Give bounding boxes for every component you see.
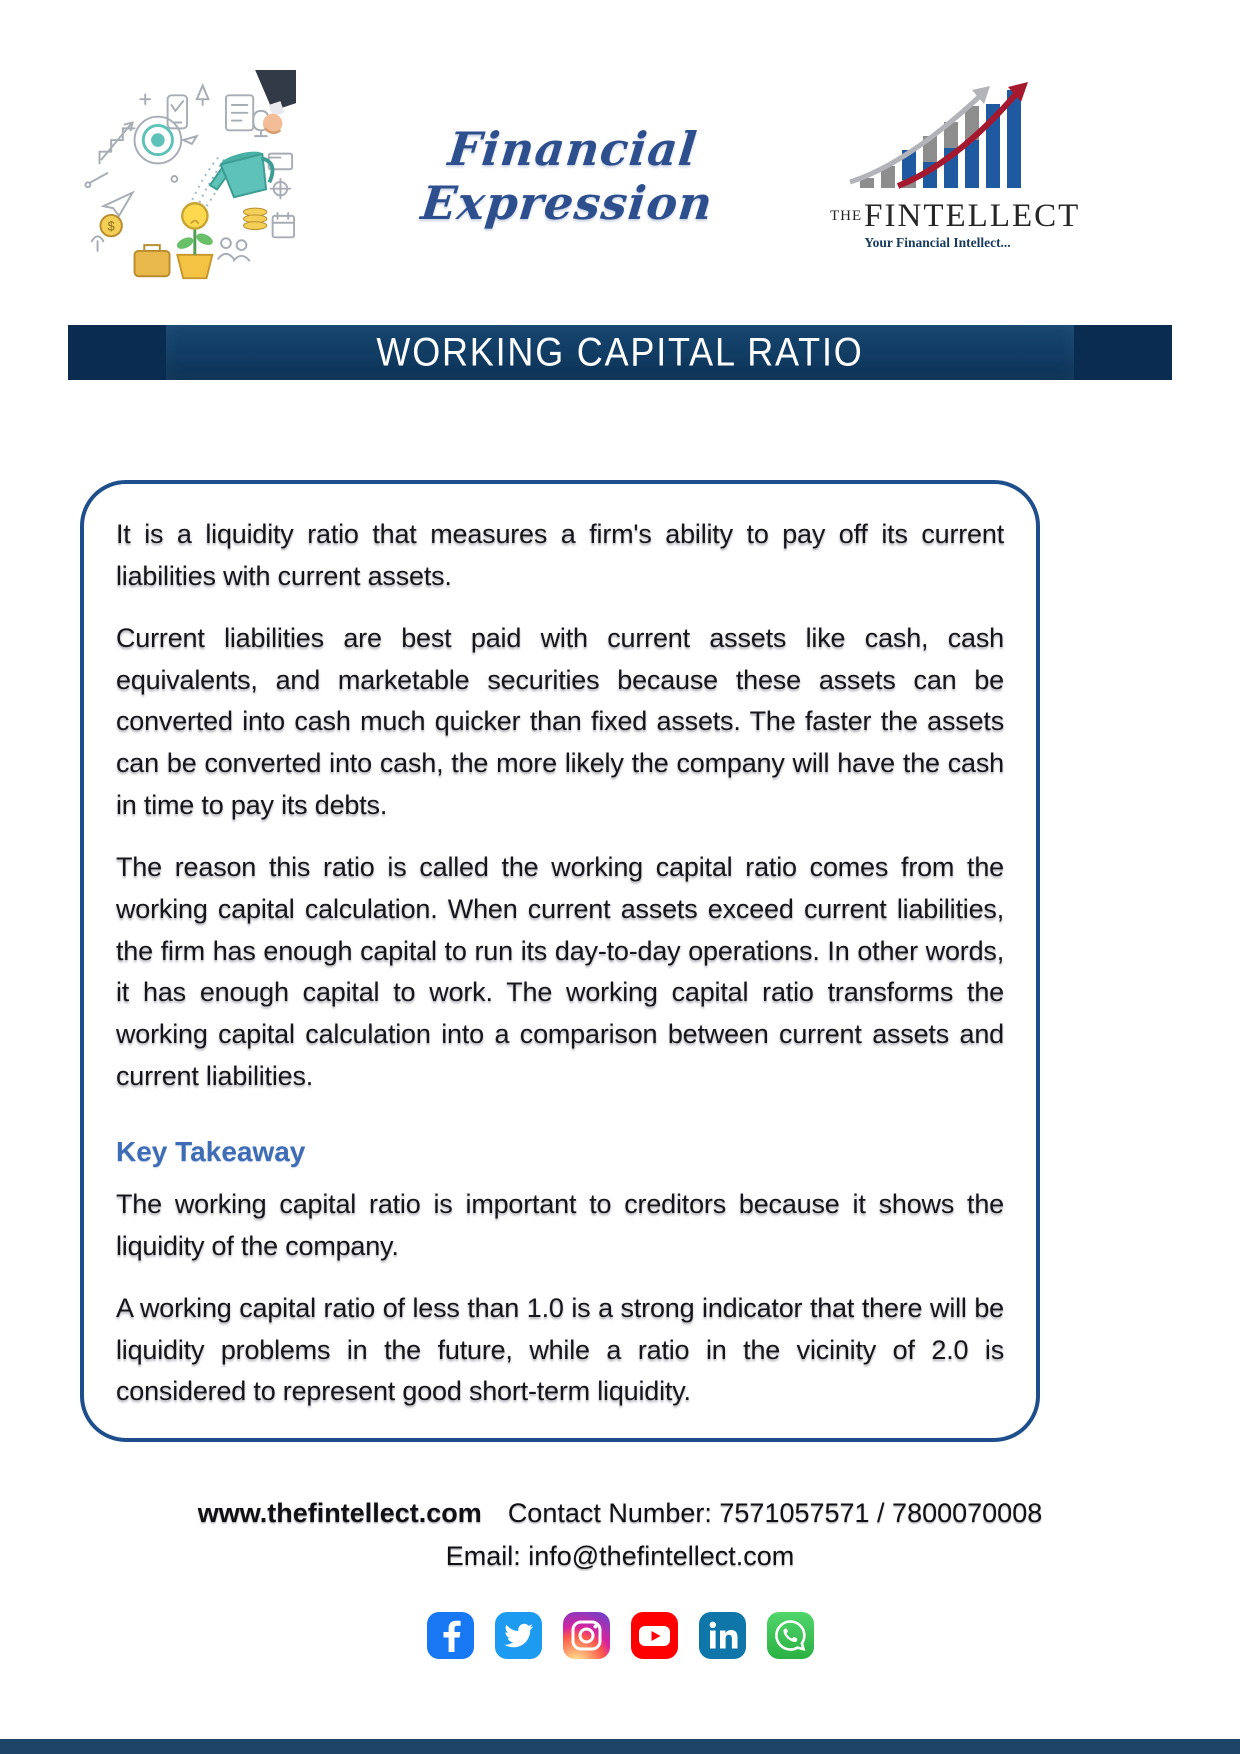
social-icons-row (0, 1612, 1240, 1659)
logo-name: FINTELLECT (864, 198, 1081, 234)
facebook-icon[interactable] (427, 1612, 474, 1659)
growth-bar-chart-icon (838, 78, 1038, 198)
twitter-icon[interactable] (495, 1612, 542, 1659)
paragraph-ratio-reason: The reason this ratio is called the working capital ratio comes from the working capital calculation. When current assets exceed current liabilities, the firm has enough capital to run its day-to-day operations. In other words, it has enough capital to work. The working capital ratio transforms the working capital calculation into a comparison between current assets and current liabilities. (116, 851, 1004, 1092)
footer-line-1 (0, 1498, 1240, 1529)
footer-contact-block (0, 1498, 1240, 1572)
page-title: WORKING CAPITAL RATIO (376, 330, 864, 374)
website-link[interactable]: www.thefintellect.com (197, 1498, 482, 1528)
logo-prefix: THE (830, 208, 863, 224)
svg-text:$: $ (107, 219, 115, 234)
contact-number: Contact Number: 7571057571 / 7800070008 (507, 1498, 1043, 1528)
whatsapp-icon[interactable] (767, 1612, 814, 1659)
title-banner (68, 325, 1172, 380)
paragraph-current-assets: Current liabilities are best paid with current assets like cash, cash equivalents, and marketable securities because these assets can be converted into cash much quicker than fixed assets. The faster the assets can be converted into cash, the more likely the company will have the cash in time to pay its debts. (116, 622, 1004, 821)
paragraph-definition: It is a liquidity ratio that measures a firm's ability to pay off its current liabilities with current assets. (116, 519, 1004, 591)
paragraph-takeaway-2: A working capital ratio of less than 1.0 is a strong indicator that there will be liquidity problems in the future, while a ratio in the vicinity of 2.0 is considered to represent good short-term liquidity. (116, 1292, 1004, 1407)
brand-script-title: Financial Expression (418, 122, 716, 230)
email-link[interactable]: Email: info@thefintellect.com (445, 1541, 795, 1571)
fintellect-logo (830, 78, 1081, 251)
finance-doodle-illustration (82, 70, 296, 284)
logo-wordmark (830, 198, 1081, 234)
paragraph-takeaway-1: The working capital ratio is important to creditors because it shows the liquidity of the company. (116, 1188, 1004, 1261)
youtube-icon[interactable] (631, 1612, 678, 1659)
instagram-icon[interactable] (563, 1612, 610, 1659)
linkedin-icon[interactable] (699, 1612, 746, 1659)
logo-tagline: Your Financial Intellect... (864, 235, 1011, 250)
article-box (80, 480, 1040, 1442)
bottom-accent-bar (0, 1739, 1240, 1754)
key-takeaway-heading: Key Takeaway (116, 1135, 306, 1167)
